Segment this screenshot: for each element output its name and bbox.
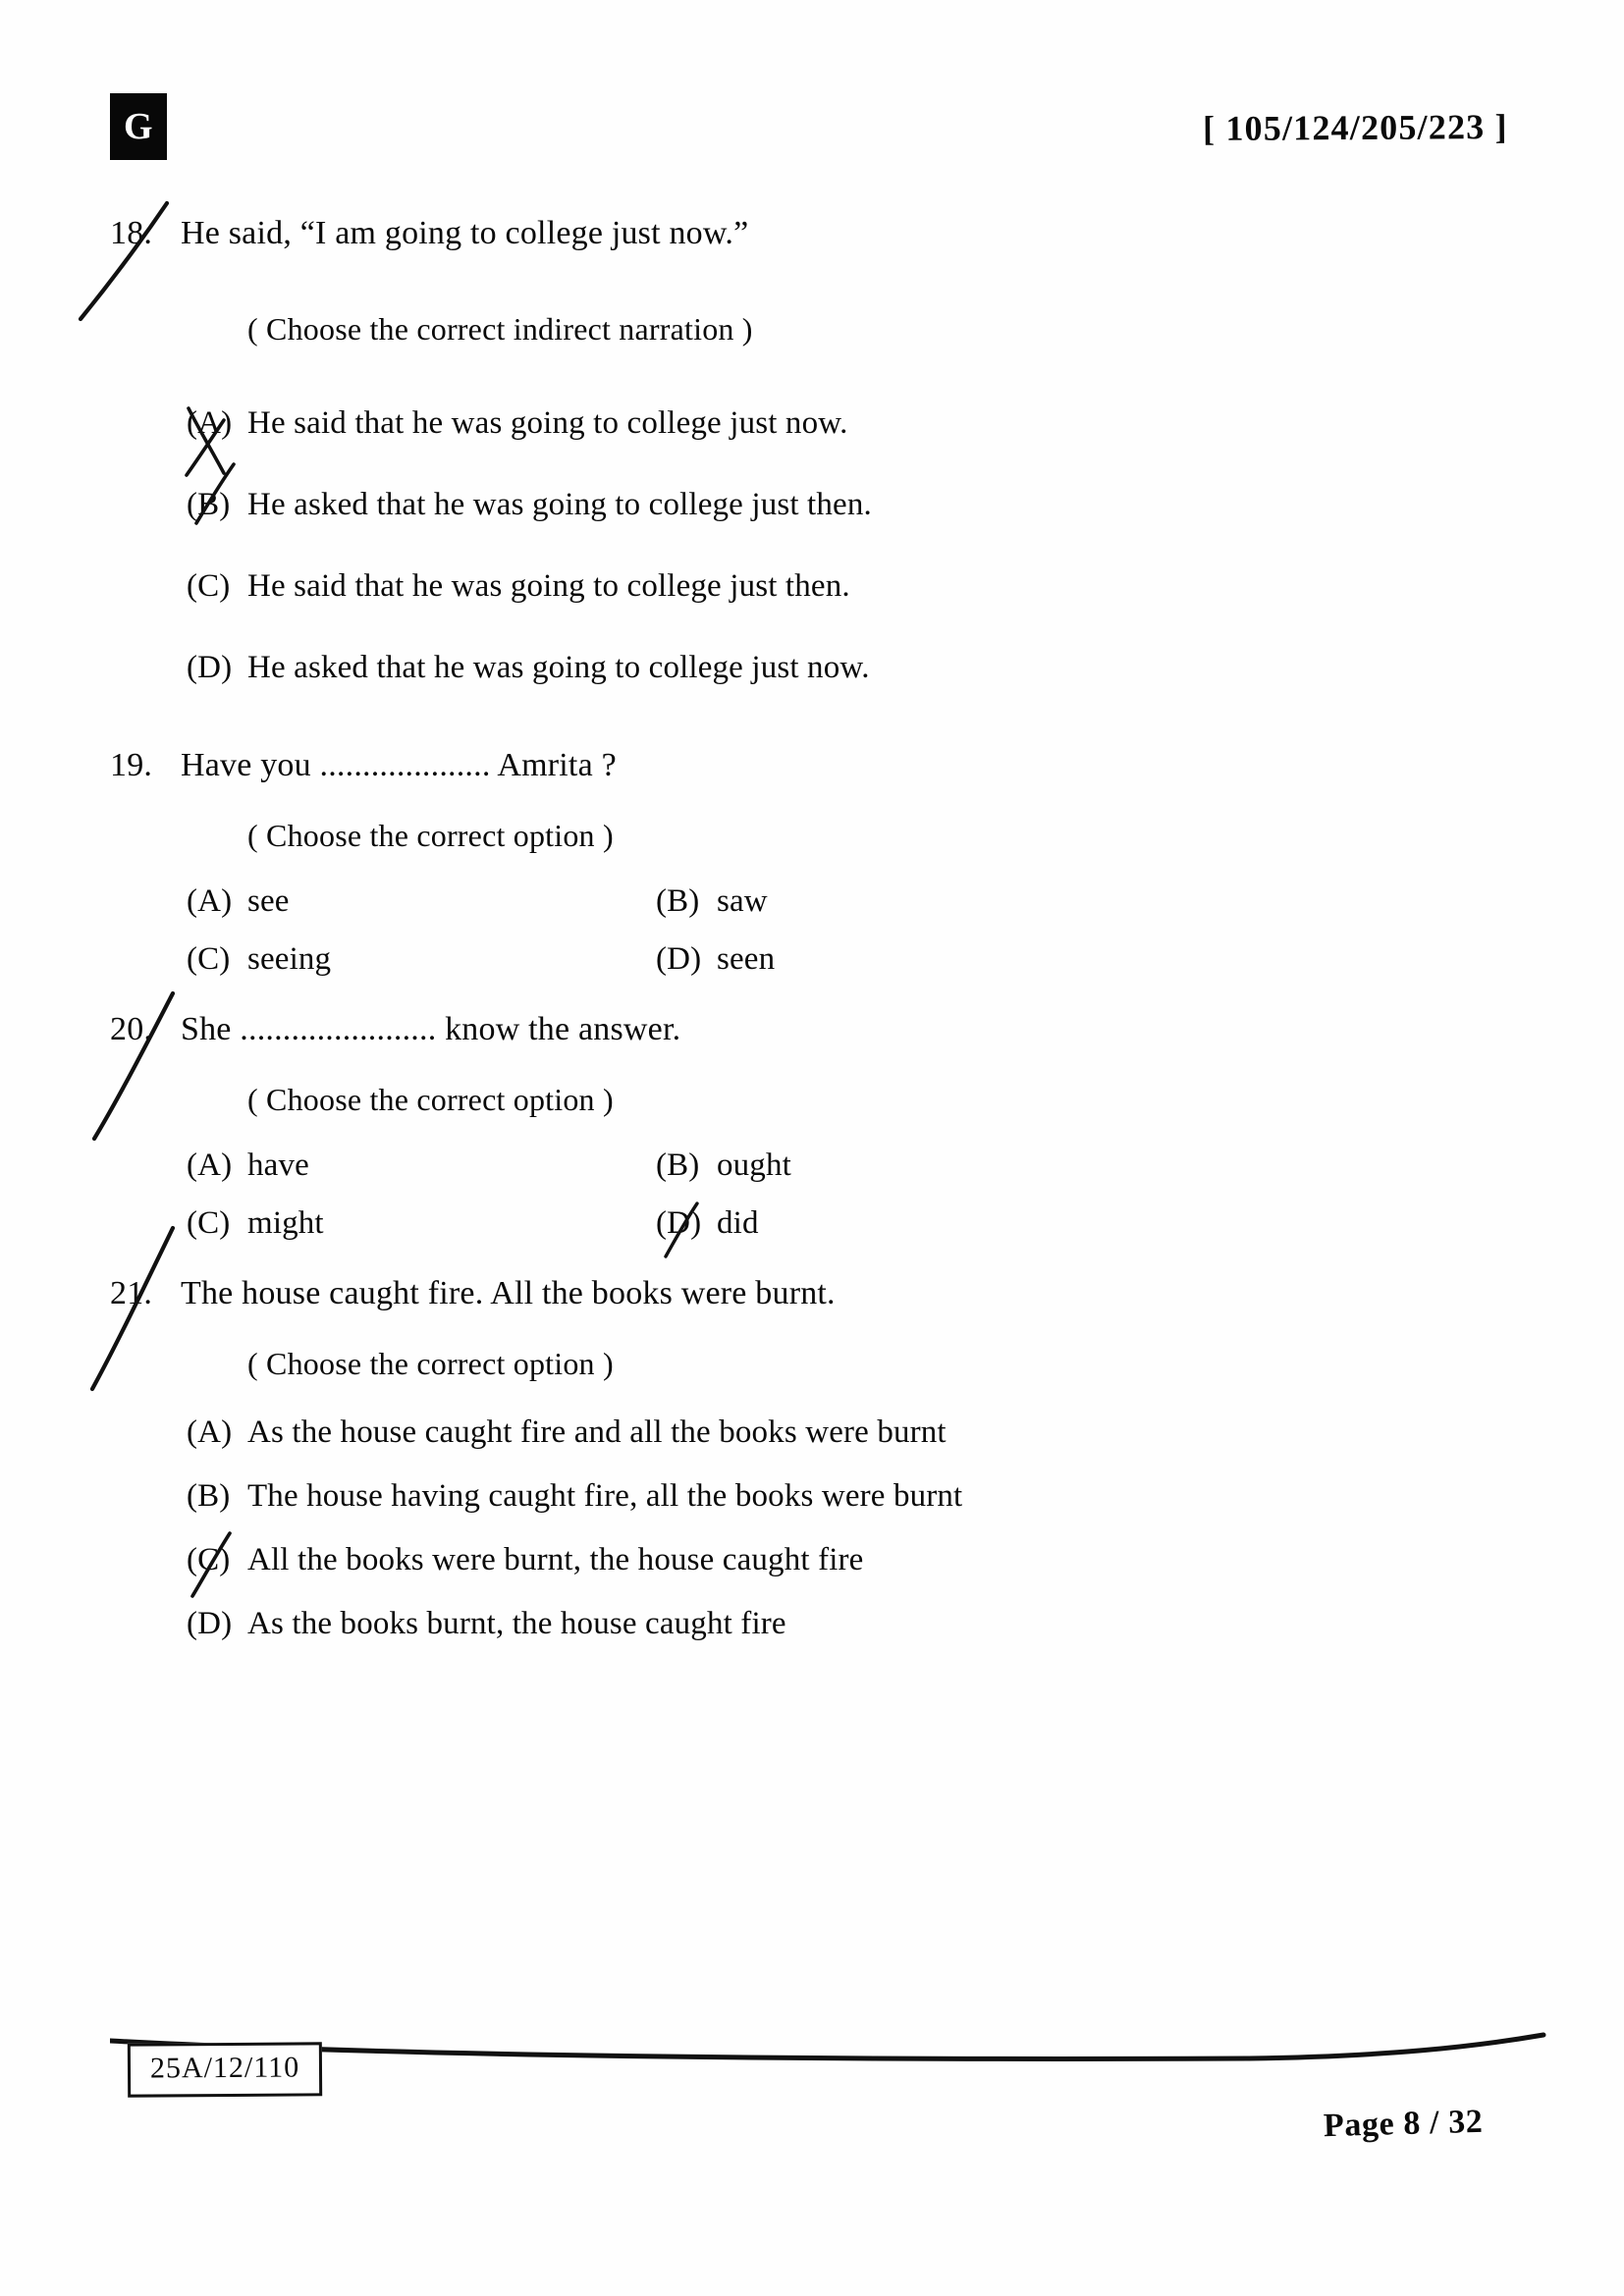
question-20-number: 20.: [110, 1011, 153, 1048]
option-label-d: (D): [187, 1605, 233, 1641]
option-label-b: (B): [187, 484, 247, 526]
option-text-b: ought: [717, 1148, 791, 1184]
option-label-b: (B): [656, 1148, 700, 1184]
question-18-option-a[interactable]: [187, 402, 1514, 445]
question-20: [110, 1007, 1514, 1242]
paper-code: [ 105/124/205/223 ]: [1203, 107, 1509, 148]
question-20-instruction: ( Choose the correct option ): [247, 1082, 614, 1118]
question-21-option-c[interactable]: [187, 1539, 1514, 1581]
option-label-c: (C): [187, 1539, 247, 1581]
option-text-a: He said that he was going to college just now.: [247, 404, 848, 441]
question-20-option-b[interactable]: [656, 1148, 1514, 1184]
option-label-d: (D): [187, 649, 233, 685]
option-label-b: (B): [656, 883, 700, 920]
option-text-c: He said that he was going to college just then.: [247, 567, 850, 604]
page-number: Page 8 / 32: [1323, 2103, 1484, 2145]
option-text-b: He asked that he was going to college just then.: [247, 486, 872, 522]
question-19-option-d[interactable]: [656, 941, 1514, 978]
question-20-options-row-2: [187, 1205, 1514, 1242]
question-19-option-c[interactable]: [187, 941, 656, 978]
question-20-option-c[interactable]: [187, 1205, 656, 1242]
question-19-option-b[interactable]: [656, 883, 1514, 920]
option-text-a: see: [247, 883, 290, 920]
footer-paper-code: 25A/12/110: [128, 2042, 323, 2097]
question-18-number: 18.: [110, 215, 153, 251]
option-label-c: (C): [187, 567, 231, 604]
option-label-a: (A): [187, 883, 233, 920]
option-text-d: As the books burnt, the house caught fire: [247, 1605, 786, 1641]
question-18-stem: [110, 211, 1514, 256]
option-label-a: (A): [187, 1148, 233, 1184]
question-21-option-a[interactable]: [187, 1412, 1514, 1454]
option-label-a: (A): [187, 402, 247, 445]
question-18-option-c[interactable]: [187, 565, 1514, 608]
question-19-instruction: ( Choose the correct option ): [247, 818, 614, 854]
question-21-number: 21.: [110, 1275, 153, 1312]
question-21-stem: [110, 1271, 1514, 1316]
question-20-stem: [110, 1007, 1514, 1052]
option-text-d: He asked that he was going to college just now.: [247, 649, 870, 685]
option-text-d: seen: [717, 941, 776, 978]
option-text-a: have: [247, 1148, 309, 1184]
question-19-stem: [110, 743, 1514, 788]
option-text-b: The house having caught fire, all the books were burnt: [247, 1478, 963, 1515]
question-18: [110, 211, 1514, 688]
option-text-b: saw: [717, 883, 768, 920]
question-19-option-a[interactable]: [187, 883, 656, 920]
option-text-d: did: [717, 1205, 759, 1242]
question-19-number: 19.: [110, 747, 153, 784]
option-label-d: (D): [656, 1205, 717, 1242]
question-19-options-row-1: [187, 883, 1514, 920]
question-18-text: He said, “I am going to college just now.”: [181, 215, 749, 251]
question-21-text: The house caught fire. All the books were burnt.: [181, 1275, 836, 1312]
questions-container: [110, 211, 1514, 1645]
option-text-c: All the books were burnt, the house caught fire: [247, 1541, 864, 1577]
option-text-c: seeing: [247, 941, 332, 978]
option-label-c: (C): [187, 941, 231, 978]
question-18-instruction: ( Choose the correct indirect narration ): [247, 310, 753, 347]
question-set-badge: G: [110, 93, 167, 160]
question-20-option-a[interactable]: [187, 1148, 656, 1184]
option-text-c: might: [247, 1205, 324, 1242]
footer-divider: [110, 2031, 1555, 2070]
question-19: [110, 743, 1514, 978]
option-text-a: As the house caught fire and all the books were burnt: [247, 1415, 947, 1451]
option-label-a: (A): [187, 1415, 233, 1451]
question-21-option-d[interactable]: [187, 1603, 1514, 1645]
question-20-options-row-1: [187, 1148, 1514, 1184]
question-18-option-d[interactable]: [187, 647, 1514, 689]
option-label-d: (D): [656, 941, 702, 978]
question-21-instruction: ( Choose the correct option ): [247, 1346, 614, 1382]
option-label-c: (C): [187, 1205, 231, 1242]
question-21-option-b[interactable]: [187, 1475, 1514, 1518]
question-19-text: Have you .................... Amrita ?: [181, 747, 617, 784]
question-18-option-b[interactable]: [187, 484, 1514, 526]
question-20-text: She ....................... know the answer.: [181, 1011, 681, 1048]
question-19-options-row-2: [187, 941, 1514, 978]
page-header: [110, 93, 1508, 172]
question-20-option-d[interactable]: [656, 1205, 1514, 1242]
question-21: [110, 1271, 1514, 1644]
option-label-b: (B): [187, 1478, 231, 1515]
page-footer: [110, 2031, 1555, 2237]
